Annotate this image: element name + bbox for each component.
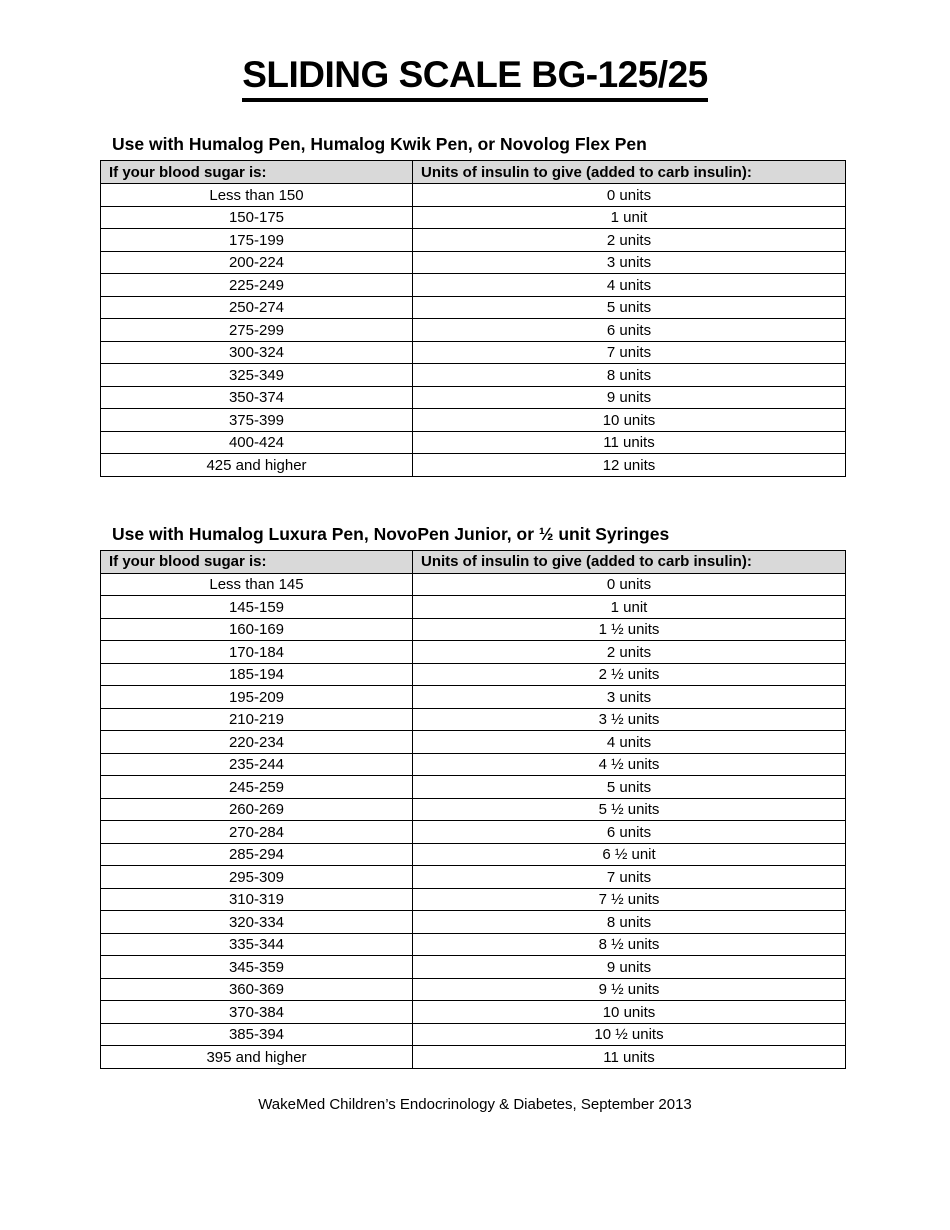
sliding-scale-table-half-unit-devices	[100, 550, 846, 1069]
insulin-units-cell: 9 ½ units	[413, 978, 846, 1001]
blood-sugar-range-cell: 310-319	[101, 888, 413, 911]
insulin-units-cell: 2 units	[413, 641, 846, 664]
table-row	[101, 319, 846, 342]
table-body	[101, 184, 846, 477]
table-row	[101, 274, 846, 297]
section-half-unit-devices	[0, 523, 950, 1069]
column-header-insulin-units: Units of insulin to give (added to carb insulin):	[413, 550, 846, 573]
table-row	[101, 731, 846, 754]
blood-sugar-range-cell: 370-384	[101, 1001, 413, 1024]
blood-sugar-range-cell: 150-175	[101, 206, 413, 229]
page-title: SLIDING SCALE BG-125/25	[242, 54, 708, 102]
insulin-units-cell: 6 units	[413, 821, 846, 844]
insulin-units-cell: 9 units	[413, 386, 846, 409]
blood-sugar-range-cell: 145-159	[101, 596, 413, 619]
blood-sugar-range-cell: 360-369	[101, 978, 413, 1001]
blood-sugar-range-cell: Less than 145	[101, 573, 413, 596]
insulin-units-cell: 7 units	[413, 341, 846, 364]
insulin-units-cell: 1 unit	[413, 206, 846, 229]
table-row	[101, 1001, 846, 1024]
table-row	[101, 1046, 846, 1069]
insulin-units-cell: 2 ½ units	[413, 663, 846, 686]
table-body	[101, 573, 846, 1068]
insulin-units-cell: 8 units	[413, 911, 846, 934]
insulin-units-cell: 12 units	[413, 454, 846, 477]
table-row	[101, 386, 846, 409]
insulin-units-cell: 4 units	[413, 731, 846, 754]
blood-sugar-range-cell: 220-234	[101, 731, 413, 754]
table-header-row	[101, 161, 846, 184]
blood-sugar-range-cell: 170-184	[101, 641, 413, 664]
insulin-units-cell: 8 units	[413, 364, 846, 387]
blood-sugar-range-cell: 335-344	[101, 933, 413, 956]
insulin-units-cell: 0 units	[413, 184, 846, 207]
table-row	[101, 933, 846, 956]
insulin-units-cell: 11 units	[413, 431, 846, 454]
table-row	[101, 911, 846, 934]
table-row	[101, 888, 846, 911]
insulin-units-cell: 1 unit	[413, 596, 846, 619]
blood-sugar-range-cell: 275-299	[101, 319, 413, 342]
blood-sugar-range-cell: 270-284	[101, 821, 413, 844]
table-row	[101, 776, 846, 799]
insulin-units-cell: 10 units	[413, 409, 846, 432]
table-row	[101, 843, 846, 866]
blood-sugar-range-cell: Less than 150	[101, 184, 413, 207]
column-header-blood-sugar: If your blood sugar is:	[101, 161, 413, 184]
insulin-units-cell: 3 units	[413, 686, 846, 709]
blood-sugar-range-cell: 200-224	[101, 251, 413, 274]
insulin-units-cell: 5 units	[413, 296, 846, 319]
title-container	[0, 0, 950, 102]
table-row	[101, 229, 846, 252]
table-row	[101, 573, 846, 596]
insulin-units-cell: 10 units	[413, 1001, 846, 1024]
insulin-units-cell: 6 ½ unit	[413, 843, 846, 866]
insulin-units-cell: 4 ½ units	[413, 753, 846, 776]
blood-sugar-range-cell: 325-349	[101, 364, 413, 387]
table-row	[101, 618, 846, 641]
table-row	[101, 251, 846, 274]
blood-sugar-range-cell: 260-269	[101, 798, 413, 821]
blood-sugar-range-cell: 300-324	[101, 341, 413, 364]
insulin-units-cell: 6 units	[413, 319, 846, 342]
table-row	[101, 206, 846, 229]
table-header-row	[101, 550, 846, 573]
blood-sugar-range-cell: 400-424	[101, 431, 413, 454]
blood-sugar-range-cell: 175-199	[101, 229, 413, 252]
table-row	[101, 708, 846, 731]
insulin-units-cell: 11 units	[413, 1046, 846, 1069]
insulin-units-cell: 3 ½ units	[413, 708, 846, 731]
insulin-units-cell: 2 units	[413, 229, 846, 252]
table-row	[101, 454, 846, 477]
blood-sugar-range-cell: 350-374	[101, 386, 413, 409]
blood-sugar-range-cell: 160-169	[101, 618, 413, 641]
blood-sugar-range-cell: 425 and higher	[101, 454, 413, 477]
blood-sugar-range-cell: 250-274	[101, 296, 413, 319]
table-row	[101, 663, 846, 686]
insulin-units-cell: 7 ½ units	[413, 888, 846, 911]
blood-sugar-range-cell: 235-244	[101, 753, 413, 776]
table-row	[101, 596, 846, 619]
section-heading-standard-pens: Use with Humalog Pen, Humalog Kwik Pen, or Novolog Flex Pen	[112, 134, 647, 155]
blood-sugar-range-cell: 375-399	[101, 409, 413, 432]
insulin-units-cell: 1 ½ units	[413, 618, 846, 641]
insulin-units-cell: 8 ½ units	[413, 933, 846, 956]
table-row	[101, 686, 846, 709]
table-row	[101, 956, 846, 979]
insulin-units-cell: 7 units	[413, 866, 846, 889]
blood-sugar-range-cell: 195-209	[101, 686, 413, 709]
insulin-units-cell: 5 ½ units	[413, 798, 846, 821]
table-row	[101, 1023, 846, 1046]
table-row	[101, 184, 846, 207]
insulin-units-cell: 9 units	[413, 956, 846, 979]
insulin-units-cell: 4 units	[413, 274, 846, 297]
blood-sugar-range-cell: 245-259	[101, 776, 413, 799]
blood-sugar-range-cell: 225-249	[101, 274, 413, 297]
table-row	[101, 753, 846, 776]
table-row	[101, 866, 846, 889]
table-row	[101, 798, 846, 821]
table-row	[101, 296, 846, 319]
section-standard-pens	[0, 133, 950, 477]
blood-sugar-range-cell: 185-194	[101, 663, 413, 686]
insulin-units-cell: 0 units	[413, 573, 846, 596]
footer-attribution: WakeMed Children’s Endocrinology & Diabetes, September 2013	[258, 1095, 692, 1113]
blood-sugar-range-cell: 320-334	[101, 911, 413, 934]
sliding-scale-table-standard-pens	[100, 160, 846, 477]
blood-sugar-range-cell: 385-394	[101, 1023, 413, 1046]
table-row	[101, 641, 846, 664]
table-row	[101, 431, 846, 454]
table-row	[101, 364, 846, 387]
blood-sugar-range-cell: 345-359	[101, 956, 413, 979]
insulin-units-cell: 10 ½ units	[413, 1023, 846, 1046]
blood-sugar-range-cell: 395 and higher	[101, 1046, 413, 1069]
table-row	[101, 341, 846, 364]
section-heading-half-unit-devices: Use with Humalog Luxura Pen, NovoPen Junior, or ½ unit Syringes	[112, 523, 670, 544]
table-row	[101, 978, 846, 1001]
blood-sugar-range-cell: 295-309	[101, 866, 413, 889]
blood-sugar-range-cell: 285-294	[101, 843, 413, 866]
table-row	[101, 821, 846, 844]
insulin-units-cell: 5 units	[413, 776, 846, 799]
column-header-blood-sugar: If your blood sugar is:	[101, 550, 413, 573]
insulin-units-cell: 3 units	[413, 251, 846, 274]
table-row	[101, 409, 846, 432]
column-header-insulin-units: Units of insulin to give (added to carb insulin):	[413, 161, 846, 184]
blood-sugar-range-cell: 210-219	[101, 708, 413, 731]
